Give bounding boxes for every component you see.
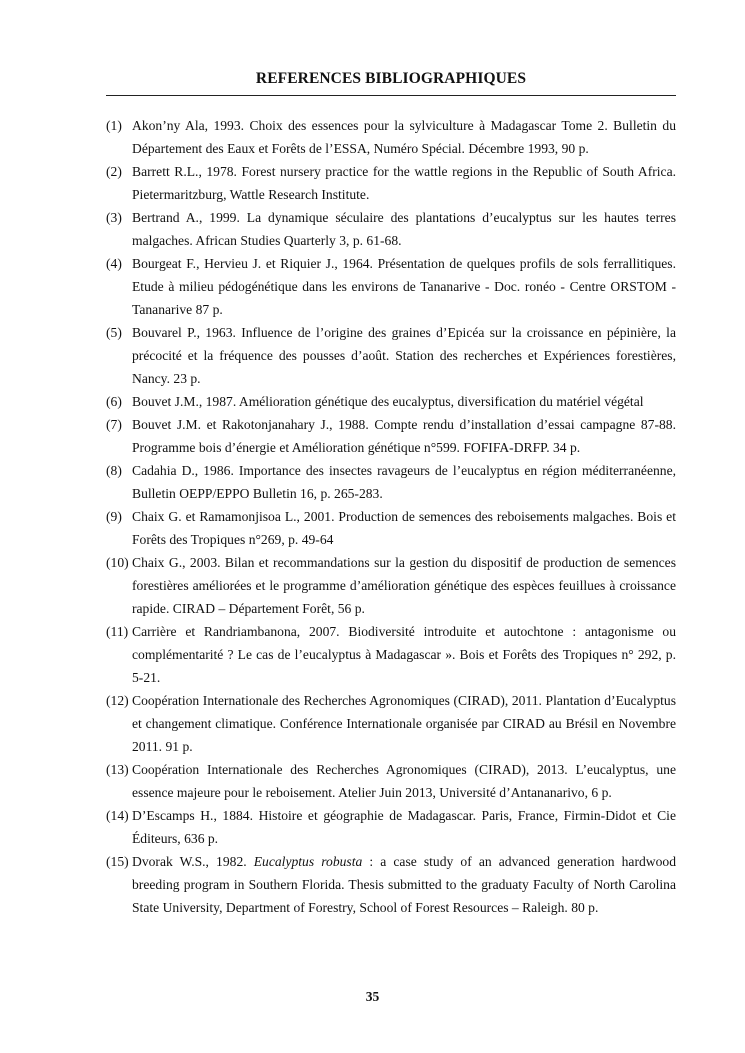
reference-item-9 [106, 505, 676, 551]
reference-text: Chaix G. et Ramamonjisoa L., 2001. Production de semences des reboisements malgaches. Bois et Forêts des Tropiques n°269, p. 49-64 [132, 509, 676, 547]
reference-text: Chaix G., 2003. Bilan et recommandations sur la gestion du dispositif de production de semences forestières améliorées et le programme d’amélioration génétique des espèces feuillues à croissance rapide. CIRAD – Département Forêt, 56 p. [132, 555, 676, 616]
reference-number: (1) [106, 118, 122, 133]
reference-item-5 [106, 321, 676, 390]
reference-number: (4) [106, 256, 122, 271]
reference-text: Bourgeat F., Hervieu J. et Riquier J., 1964. Présentation de quelques profils de sols ferrallitiques. Etude à milieu pédogénétique dans les environs de Tananarive - Doc. ronéo - Centre ORSTOM - Tananarive 87 p. [132, 256, 676, 317]
reference-item-3 [106, 206, 676, 252]
reference-item-12 [106, 689, 676, 758]
reference-item-4 [106, 252, 676, 321]
reference-item-14 [106, 804, 676, 850]
reference-number: (13) [106, 762, 129, 777]
reference-text: D’Escamps H., 1884. Histoire et géographie de Madagascar. Paris, France, Firmin-Didot et Cie Éditeurs, 636 p. [132, 808, 676, 846]
reference-species-name: Eucalyptus robusta [253, 854, 363, 869]
reference-number: (10) [106, 555, 129, 570]
reference-number: (3) [106, 210, 122, 225]
reference-text-start: Dvorak W.S., 1982. [132, 854, 254, 869]
reference-text: Cadahia D., 1986. Importance des insectes ravageurs de l’eucalyptus en région méditerranéenne, Bulletin OEPP/EPPO Bulletin 16, p. 265-283. [132, 463, 676, 501]
reference-item-8 [106, 459, 676, 505]
reference-item-11 [106, 620, 676, 689]
reference-text: Carrière et Randriambanona, 2007. Biodiversité introduite et autochtone : antagonisme ou complémentarité ? Le cas de l’eucalyptus à Madagascar ». Bois et Forêts des Tropiques n° 292, p. 5-21. [132, 624, 676, 685]
reference-number: (7) [106, 417, 122, 432]
reference-text: Coopération Internationale des Recherches Agronomiques (CIRAD), 2011. Plantation d’Eucalyptus et changement climatique. Conférence Internationale organisée par CIRAD au Brésil en Novembre 2011. 91 p. [132, 693, 676, 754]
page-title: REFERENCES BIBLIOGRAPHIQUES [255, 70, 527, 87]
reference-item-6 [106, 390, 676, 413]
reference-text: Barrett R.L., 1978. Forest nursery practice for the wattle regions in the Republic of South Africa. Pietermaritzburg, Wattle Research Institute. [132, 164, 676, 202]
reference-text: Bertrand A., 1999. La dynamique séculaire des plantations d’eucalyptus sur les hautes terres malgaches. African Studies Quarterly 3, p. 61-68. [132, 210, 676, 248]
reference-text [132, 850, 676, 919]
reference-item-10 [106, 551, 676, 620]
reference-number: (15) [106, 854, 129, 869]
reference-number: (11) [106, 624, 129, 639]
reference-number: (6) [106, 394, 122, 409]
reference-item-13 [106, 758, 676, 804]
reference-list [106, 114, 676, 919]
reference-number: (2) [106, 164, 122, 179]
reference-text: Coopération Internationale des Recherches Agronomiques (CIRAD), 2013. L’eucalyptus, une essence majeure pour le reboisement. Atelier Juin 2013, Université d’Antananarivo, 6 p. [132, 762, 676, 800]
reference-number: (9) [106, 509, 122, 524]
reference-number: (8) [106, 463, 122, 478]
reference-number: (5) [106, 325, 122, 340]
page-number: 35 [365, 989, 380, 1004]
reference-item-15 [106, 850, 676, 919]
reference-text: Bouvet J.M. et Rakotonjanahary J., 1988. Compte rendu d’installation d’essai campagne 87-88. Programme bois d’énergie et Amélioration génétique n°599. FOFIFA-DRFP. 34 p. [132, 417, 676, 455]
reference-number: (12) [106, 693, 129, 708]
reference-item-7 [106, 413, 676, 459]
reference-item-1 [106, 114, 676, 160]
reference-text: Akon’ny Ala, 1993. Choix des essences pour la sylviculture à Madagascar Tome 2. Bulletin du Département des Eaux et Forêts de l’ESSA, Numéro Spécial. Décembre 1993, 90 p. [132, 118, 676, 156]
reference-number: (14) [106, 808, 129, 823]
reference-item-2 [106, 160, 676, 206]
title-underline [106, 95, 676, 96]
reference-text: Bouvarel P., 1963. Influence de l’origine des graines d’Epicéa sur la croissance en pépinière, la précocité et la fréquence des pousses d’août. Station des recherches et Expériences forestières, Nancy. 23 p. [132, 325, 676, 386]
reference-text-end: : a case study of an advanced generation hardwood breeding program in Southern Florida. Thesis submitted to the graduaty Faculty of North Carolina State University, Department of Forestry, School of Forest Resources – Raleigh. 80 p. [132, 854, 676, 915]
reference-text: Bouvet J.M., 1987. Amélioration génétique des eucalyptus, diversification du matériel végétal [132, 394, 644, 409]
